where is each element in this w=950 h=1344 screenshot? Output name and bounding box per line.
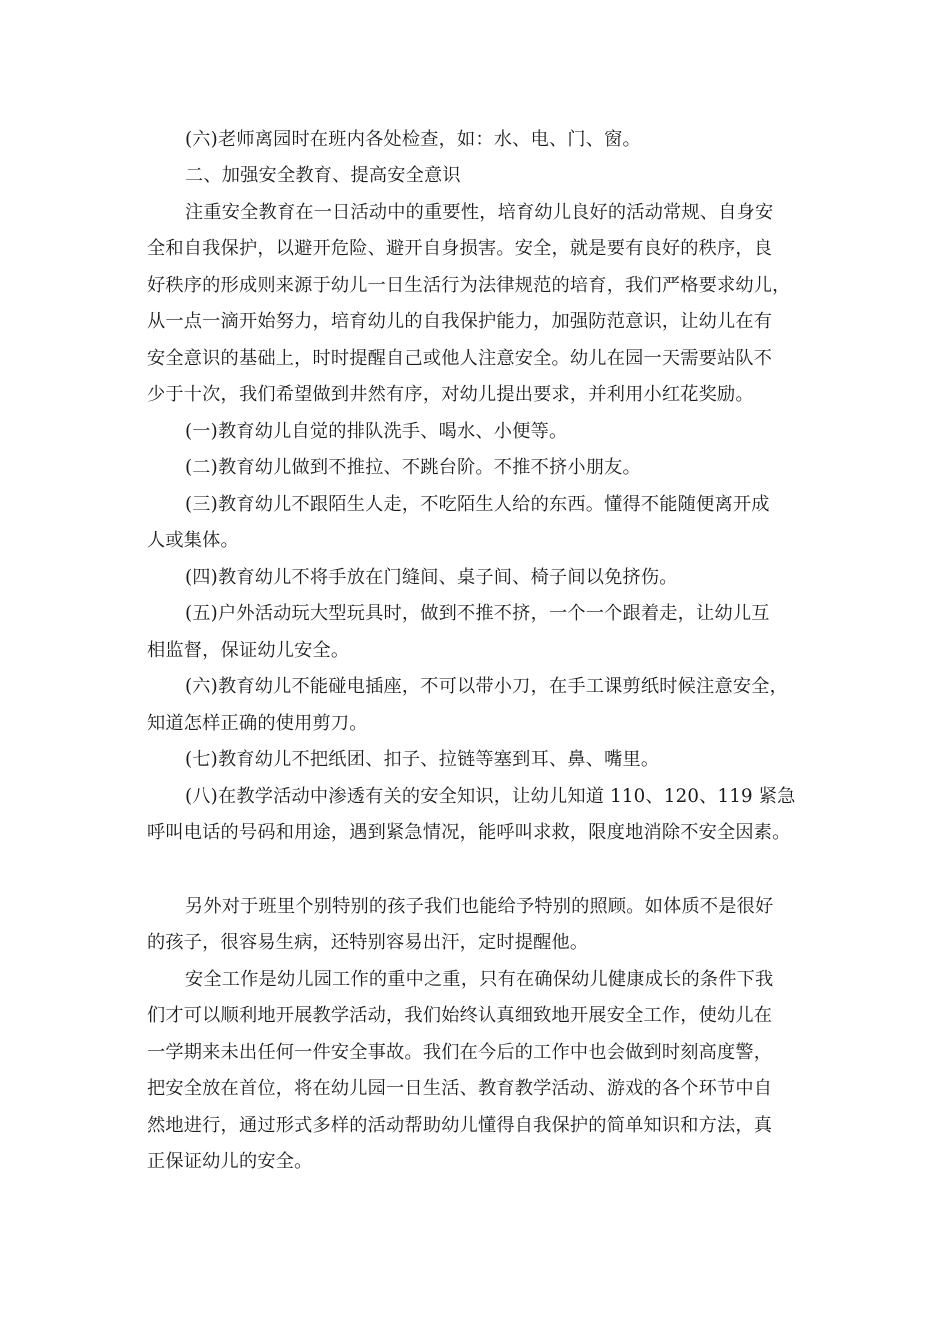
- text-line-8: 少于十次，我们希望做到井然有序，对幼儿提出要求，并利用小红花奖励。: [147, 384, 754, 405]
- text-line-24: 们才可以顺利地开展教学活动，我们始终认真细致地开展安全工作，使幼儿在: [147, 1005, 773, 1026]
- text-line-6: 从一点一滴开始努力，培育幼儿的自我保护能力，加强防范意识，让幼儿在有: [147, 311, 773, 332]
- text-line-27: 然地进行，通过形式多样的活动帮助幼儿懂得自我保护的简单知识和方法，真: [147, 1115, 773, 1136]
- text-line-22: 的孩子，很容易生病，还特别容易出汗，定时提醒他。: [147, 932, 589, 953]
- text-line-1: (六)老师离园时在班内各处检查，如：水、电、门、窗。: [185, 129, 641, 150]
- text-line-28: 正保证幼儿的安全。: [147, 1151, 313, 1172]
- text-line-10: (二)教育幼儿做到不推拉、不跳台阶。不推不挤小朋友。: [185, 457, 641, 478]
- text-line-25: 一学期来未出任何一件安全事故。我们在今后的工作中也会做到时刻高度警，: [147, 1042, 773, 1063]
- text-line-23: 安全工作是幼儿园工作的重中之重，只有在确保幼儿健康成长的条件下我: [185, 969, 774, 990]
- text-line-16: (六)教育幼儿不能碰电插座，不可以带小刀，在手工课剪纸时候注意安全，: [185, 676, 788, 697]
- text-line-5: 好秩序的形成则来源于幼儿一日生活行为法律规范的培育，我们严格要求幼儿，: [147, 275, 791, 296]
- text-line-17: 知道怎样正确的使用剪刀。: [147, 713, 368, 734]
- text-line-19: (八)在教学活动中渗透有关的安全知识，让幼儿知道 110、120、119 紧急: [185, 786, 796, 807]
- text-line-21: 另外对于班里个别特别的孩子我们也能给予特别的照顾。如体质不是很好: [185, 896, 774, 917]
- text-line-11: (三)教育幼儿不跟陌生人走，不吃陌生人给的东西。懂得不能随便离开成: [185, 494, 770, 515]
- text-line-4: 全和自我保护，以避开危险、避开自身损害。安全，就是要有良好的秩序，良: [147, 238, 773, 259]
- text-line-7: 安全意识的基础上，时时提醒自己或他人注意安全。幼儿在园一天需要站队不: [147, 348, 773, 369]
- text-line-12: 人或集体。: [147, 530, 239, 551]
- text-line-26: 把安全放在首位，将在幼儿园一日生活、教育教学活动、游戏的各个环节中自: [147, 1078, 773, 1099]
- text-line-13: (四)教育幼儿不将手放在门缝间、桌子间、椅子间以免挤伤。: [185, 567, 678, 588]
- text-line-15: 相监督，保证幼儿安全。: [147, 640, 350, 661]
- text-line-14: (五)户外活动玩大型玩具时，做到不推不挤，一个一个跟着走，让幼儿互: [185, 603, 770, 624]
- text-line-3: 注重安全教育在一日活动中的重要性，培育幼儿良好的活动常规、自身安: [185, 202, 774, 223]
- text-line-20: 呼叫电话的号码和用途，遇到紧急情况，能呼叫求救，限度地消除不安全因素。: [147, 822, 791, 843]
- text-line-18: (七)教育幼儿不把纸团、扣子、拉链等塞到耳、鼻、嘴里。: [185, 749, 660, 770]
- section-heading: 二、加强安全教育、提高安全意识: [185, 165, 461, 186]
- text-line-9: (一)教育幼儿自觉的排队洗手、喝水、小便等。: [185, 421, 568, 442]
